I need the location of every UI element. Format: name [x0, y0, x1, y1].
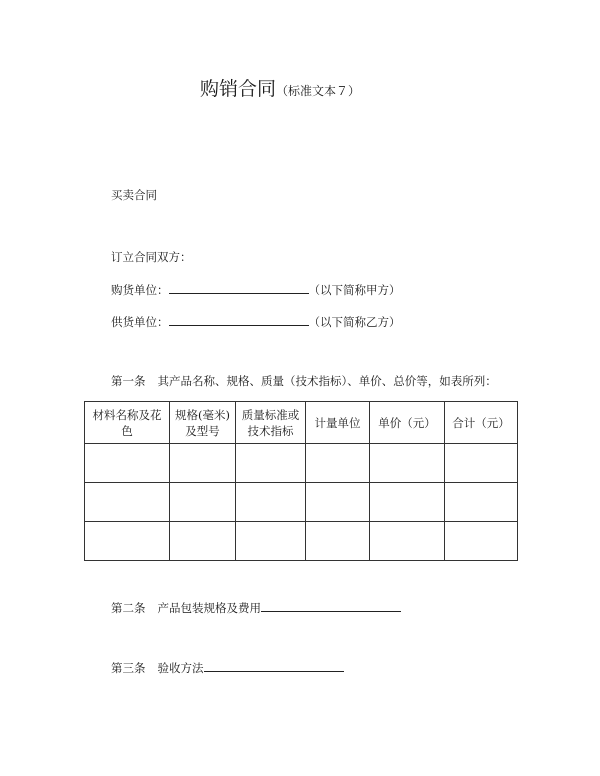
table-cell[interactable] [370, 444, 445, 483]
table-cell[interactable] [445, 483, 518, 522]
buyer-input-line[interactable] [169, 281, 309, 294]
table-cell[interactable] [170, 522, 236, 561]
subtitle: 买卖合同 [111, 188, 157, 202]
article2-input-line[interactable] [261, 599, 401, 612]
seller-suffix: （以下简称乙方） [308, 315, 401, 329]
product-table [84, 401, 518, 561]
seller-label: 供货单位： [111, 315, 169, 329]
article3-number: 第三条 [111, 661, 146, 675]
article1 [111, 373, 497, 389]
article1-text: 其产品名称、规格、质量（技术指标）、单价、总价等，如表所列： [157, 374, 497, 388]
seller-input-line[interactable] [169, 313, 309, 326]
table-cell[interactable] [85, 444, 170, 483]
header-material: 材料名称及花 色 [85, 402, 170, 444]
table-cell[interactable] [445, 444, 518, 483]
table-cell[interactable] [370, 522, 445, 561]
parties-intro: 订立合同双方： [111, 250, 192, 264]
header-quality: 质量标准或 技术指标 [236, 402, 306, 444]
title-main: 购销合同 [200, 78, 277, 100]
buyer-suffix: （以下简称甲方） [308, 283, 401, 297]
header-total: 合计（元） [445, 402, 518, 444]
article3 [111, 659, 344, 676]
document-title [200, 74, 360, 101]
buyer-label: 购货单位： [111, 283, 169, 297]
table-row [85, 444, 518, 483]
table-cell[interactable] [236, 522, 306, 561]
table-cell[interactable] [170, 483, 236, 522]
table-cell[interactable] [170, 444, 236, 483]
table-cell[interactable] [306, 444, 370, 483]
header-unit: 计量单位 [306, 402, 370, 444]
article1-number: 第一条 [111, 374, 146, 388]
table-cell[interactable] [306, 522, 370, 561]
table-cell[interactable] [85, 483, 170, 522]
article2-text: 产品包装规格及费用 [157, 601, 261, 615]
header-unit-price: 单价（元） [370, 402, 445, 444]
table-cell[interactable] [445, 522, 518, 561]
table-header-row [85, 402, 518, 444]
title-sub: （标准文本７） [276, 84, 361, 98]
header-spec: 规格(毫米) 及型号 [170, 402, 236, 444]
table-cell[interactable] [236, 483, 306, 522]
article2 [111, 599, 401, 616]
table-row [85, 483, 518, 522]
article3-input-line[interactable] [204, 659, 344, 672]
table-cell[interactable] [85, 522, 170, 561]
table-cell[interactable] [370, 483, 445, 522]
table-row [85, 522, 518, 561]
seller-line [111, 313, 401, 330]
buyer-line [111, 281, 401, 298]
table-cell[interactable] [236, 444, 306, 483]
table-cell[interactable] [306, 483, 370, 522]
article3-text: 验收方法 [157, 661, 204, 675]
article2-number: 第二条 [111, 601, 146, 615]
